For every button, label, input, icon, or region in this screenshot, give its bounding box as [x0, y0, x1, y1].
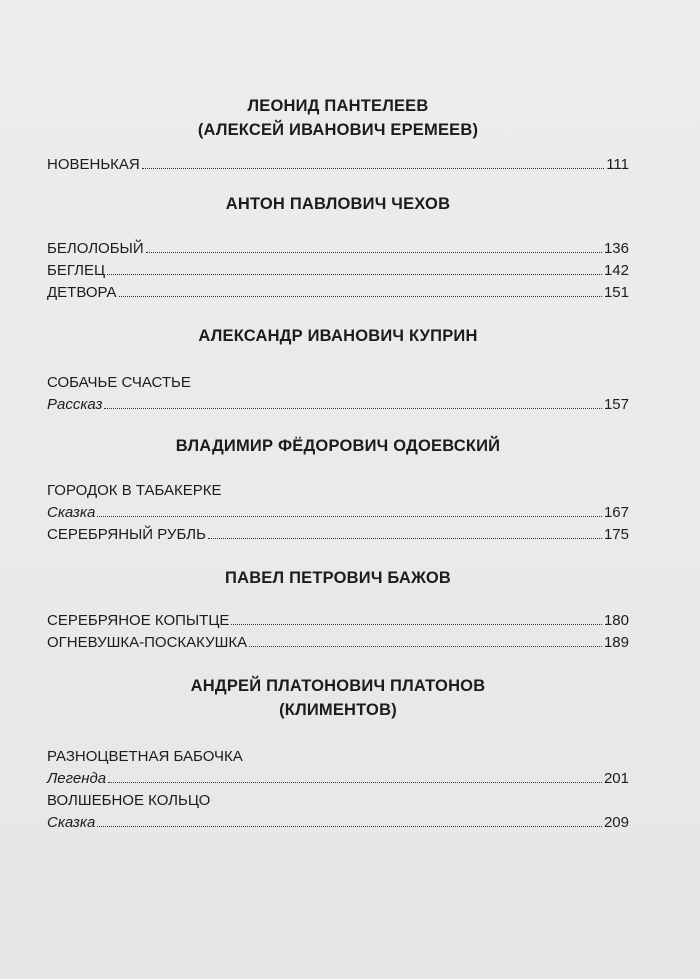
author-section	[47, 566, 629, 654]
author-name-line: (АЛЕКСЕЙ ИВАНОВИЧ ЕРЕМЕЕВ)	[197, 121, 479, 139]
author-name-line: ВЛАДИМИР ФЁДОРОВИЧ ОДОЕВСКИЙ	[175, 437, 501, 455]
entry-page-number: 209	[603, 814, 629, 831]
author-heading	[47, 192, 629, 216]
toc-entry	[47, 238, 629, 260]
author-section	[47, 674, 629, 834]
author-heading	[47, 674, 629, 722]
author-section	[47, 434, 629, 546]
entry-title: СЕРЕБРЯНОЕ КОПЫТЦЕ	[47, 612, 230, 629]
author-name-line: АНДРЕЙ ПЛАТОНОВИЧ ПЛАТОНОВ	[190, 677, 486, 695]
dot-leader	[208, 538, 602, 539]
entry-subtitle: Рассказ	[47, 396, 103, 413]
entry-page-number: 142	[603, 262, 629, 279]
dot-leader	[108, 782, 602, 783]
entry-page-number: 167	[603, 504, 629, 521]
entry-list	[47, 610, 629, 654]
author-section	[47, 324, 629, 416]
entry-subtitle: Легенда	[47, 770, 107, 787]
entry-subtitle: Сказка	[47, 814, 96, 831]
author-heading	[47, 324, 629, 348]
entry-page-number: 175	[603, 526, 629, 543]
dot-leader	[249, 646, 602, 647]
entry-list	[47, 238, 629, 304]
entry-page-number: 189	[603, 634, 629, 651]
author-heading	[47, 94, 629, 142]
entry-title: ОГНЕВУШКА-ПОСКАКУШКА	[47, 634, 248, 651]
entry-title: БЕГЛЕЦ	[47, 262, 106, 279]
toc-entry	[47, 260, 629, 282]
toc-entry	[47, 768, 629, 790]
author-name-line: (КЛИМЕНТОВ)	[279, 701, 397, 719]
dot-leader	[97, 826, 602, 827]
entry-list	[47, 154, 629, 176]
author-name-line: АНТОН ПАВЛОВИЧ ЧЕХОВ	[225, 195, 451, 213]
table-of-contents	[47, 94, 629, 834]
dot-leader	[231, 624, 602, 625]
entry-page-number: 151	[603, 284, 629, 301]
dot-leader	[104, 408, 602, 409]
toc-entry	[47, 610, 629, 632]
author-heading	[47, 434, 629, 458]
entry-page-number: 157	[603, 396, 629, 413]
toc-entry	[47, 394, 629, 416]
toc-entry	[47, 154, 629, 176]
entry-title: СЕРЕБРЯНЫЙ РУБЛЬ	[47, 526, 206, 543]
dot-leader	[97, 516, 602, 517]
toc-entry	[47, 812, 629, 834]
entry-title: ВОЛШЕБНОЕ КОЛЬЦО	[47, 792, 211, 809]
entry-title: СОБАЧЬЕ СЧАСТЬЕ	[47, 374, 191, 391]
dot-leader	[107, 274, 602, 275]
entry-title: НОВЕНЬКАЯ	[47, 156, 140, 173]
entry-list	[47, 372, 629, 416]
dot-leader	[119, 296, 602, 297]
entry-page-number: 111	[606, 156, 629, 173]
author-name-line: ПАВЕЛ ПЕТРОВИЧ БАЖОВ	[225, 569, 451, 587]
dot-leader	[142, 168, 604, 169]
author-section	[47, 94, 629, 176]
entry-page-number: 201	[603, 770, 629, 787]
entry-title: РАЗНОЦВЕТНАЯ БАБОЧКА	[47, 748, 243, 765]
author-name-line: АЛЕКСАНДР ИВАНОВИЧ КУПРИН	[198, 327, 478, 345]
entry-page-number: 136	[603, 240, 629, 257]
toc-entry	[47, 632, 629, 654]
author-heading	[47, 566, 629, 590]
entry-title: БЕЛОЛОБЫЙ	[47, 240, 144, 257]
author-section	[47, 192, 629, 304]
entry-list	[47, 480, 629, 546]
entry-subtitle: Сказка	[47, 504, 96, 521]
entry-title: ГОРОДОК В ТАБАКЕРКЕ	[47, 482, 222, 499]
toc-entry	[47, 282, 629, 304]
entry-list	[47, 746, 629, 834]
entry-title: ДЕТВОРА	[47, 284, 117, 301]
toc-entry	[47, 502, 629, 524]
author-name-line: ЛЕОНИД ПАНТЕЛЕЕВ	[247, 97, 429, 115]
toc-entry	[47, 524, 629, 546]
dot-leader	[146, 252, 602, 253]
entry-page-number: 180	[603, 612, 629, 629]
